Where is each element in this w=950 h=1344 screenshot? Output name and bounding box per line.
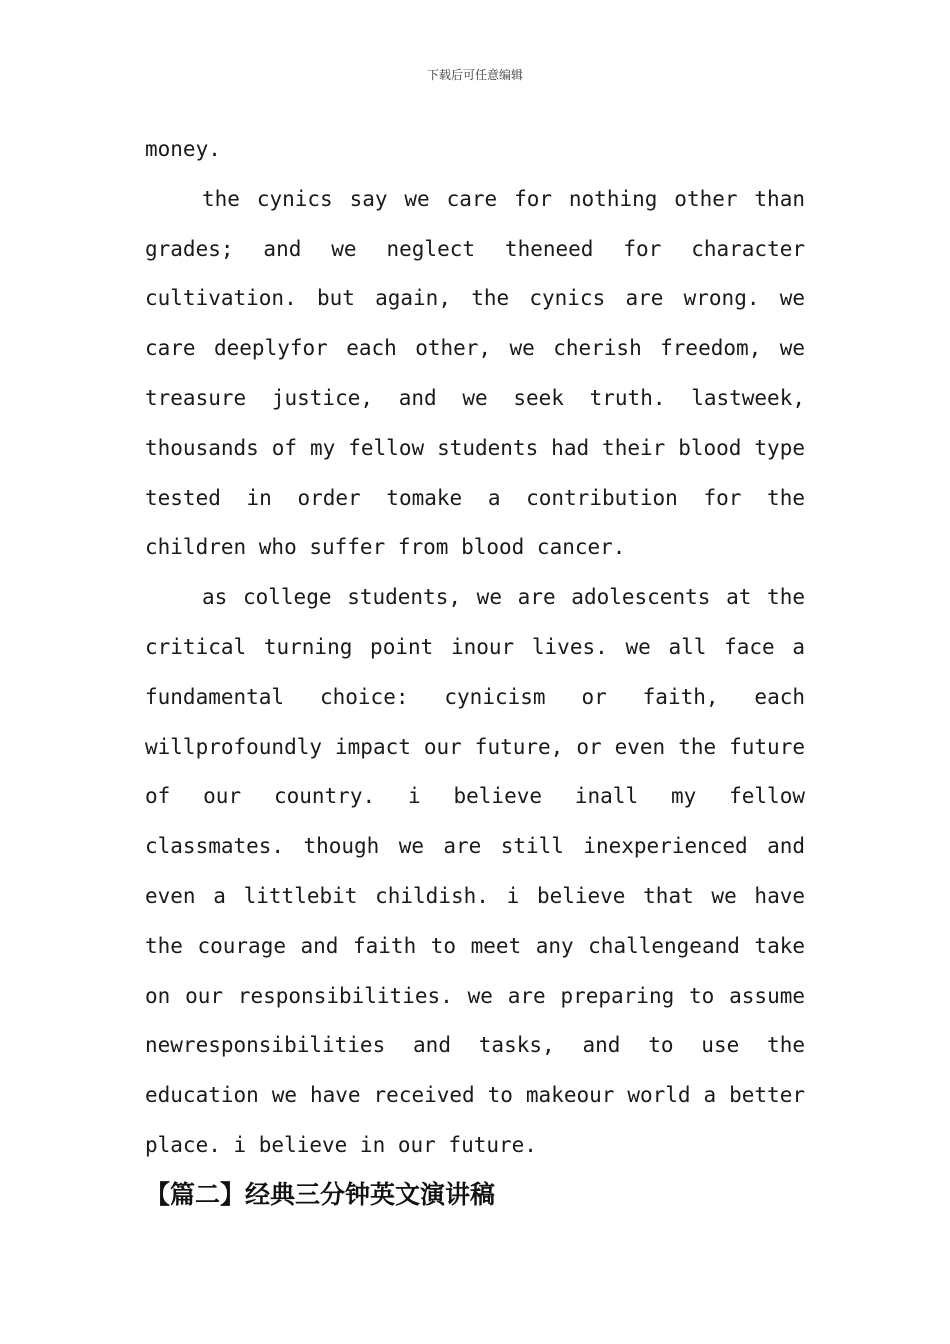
paragraph-continuation: money. xyxy=(145,137,221,161)
page-header: 下载后可任意编辑 xyxy=(426,68,523,82)
paragraph-cynics: the cynics say we care for nothing other than grades; and we neglect theneed for character cultivation. but again, the cynics are wrong. we care deeplyfor each other, we cherish freedom, we treasure justice, and we seek truth. lastweek, thousands of my fellow students had their blood type tested in order tomake a contribution for the children who suffer from blood cancer. xyxy=(145,186,805,560)
document-body xyxy=(145,125,805,1215)
section-heading: 【篇二】经典三分钟英文演讲稿 xyxy=(145,1179,496,1209)
paragraph-college-students: as college students, we are adolescents at the critical turning point inour lives. we all face a fundamental choice: cynicism or faith, each willprofoundly impact our future, or even the future of our country. i believe inall my fellow classmates. though we are still inexperienced and even a littlebit childish. i believe that we have the courage and faith to meet any challengeand take on our responsibilities. we are preparing to assume newresponsibilities and tasks, and to use the education we have received to makeour world a better place. i believe in our future. xyxy=(145,585,805,1157)
